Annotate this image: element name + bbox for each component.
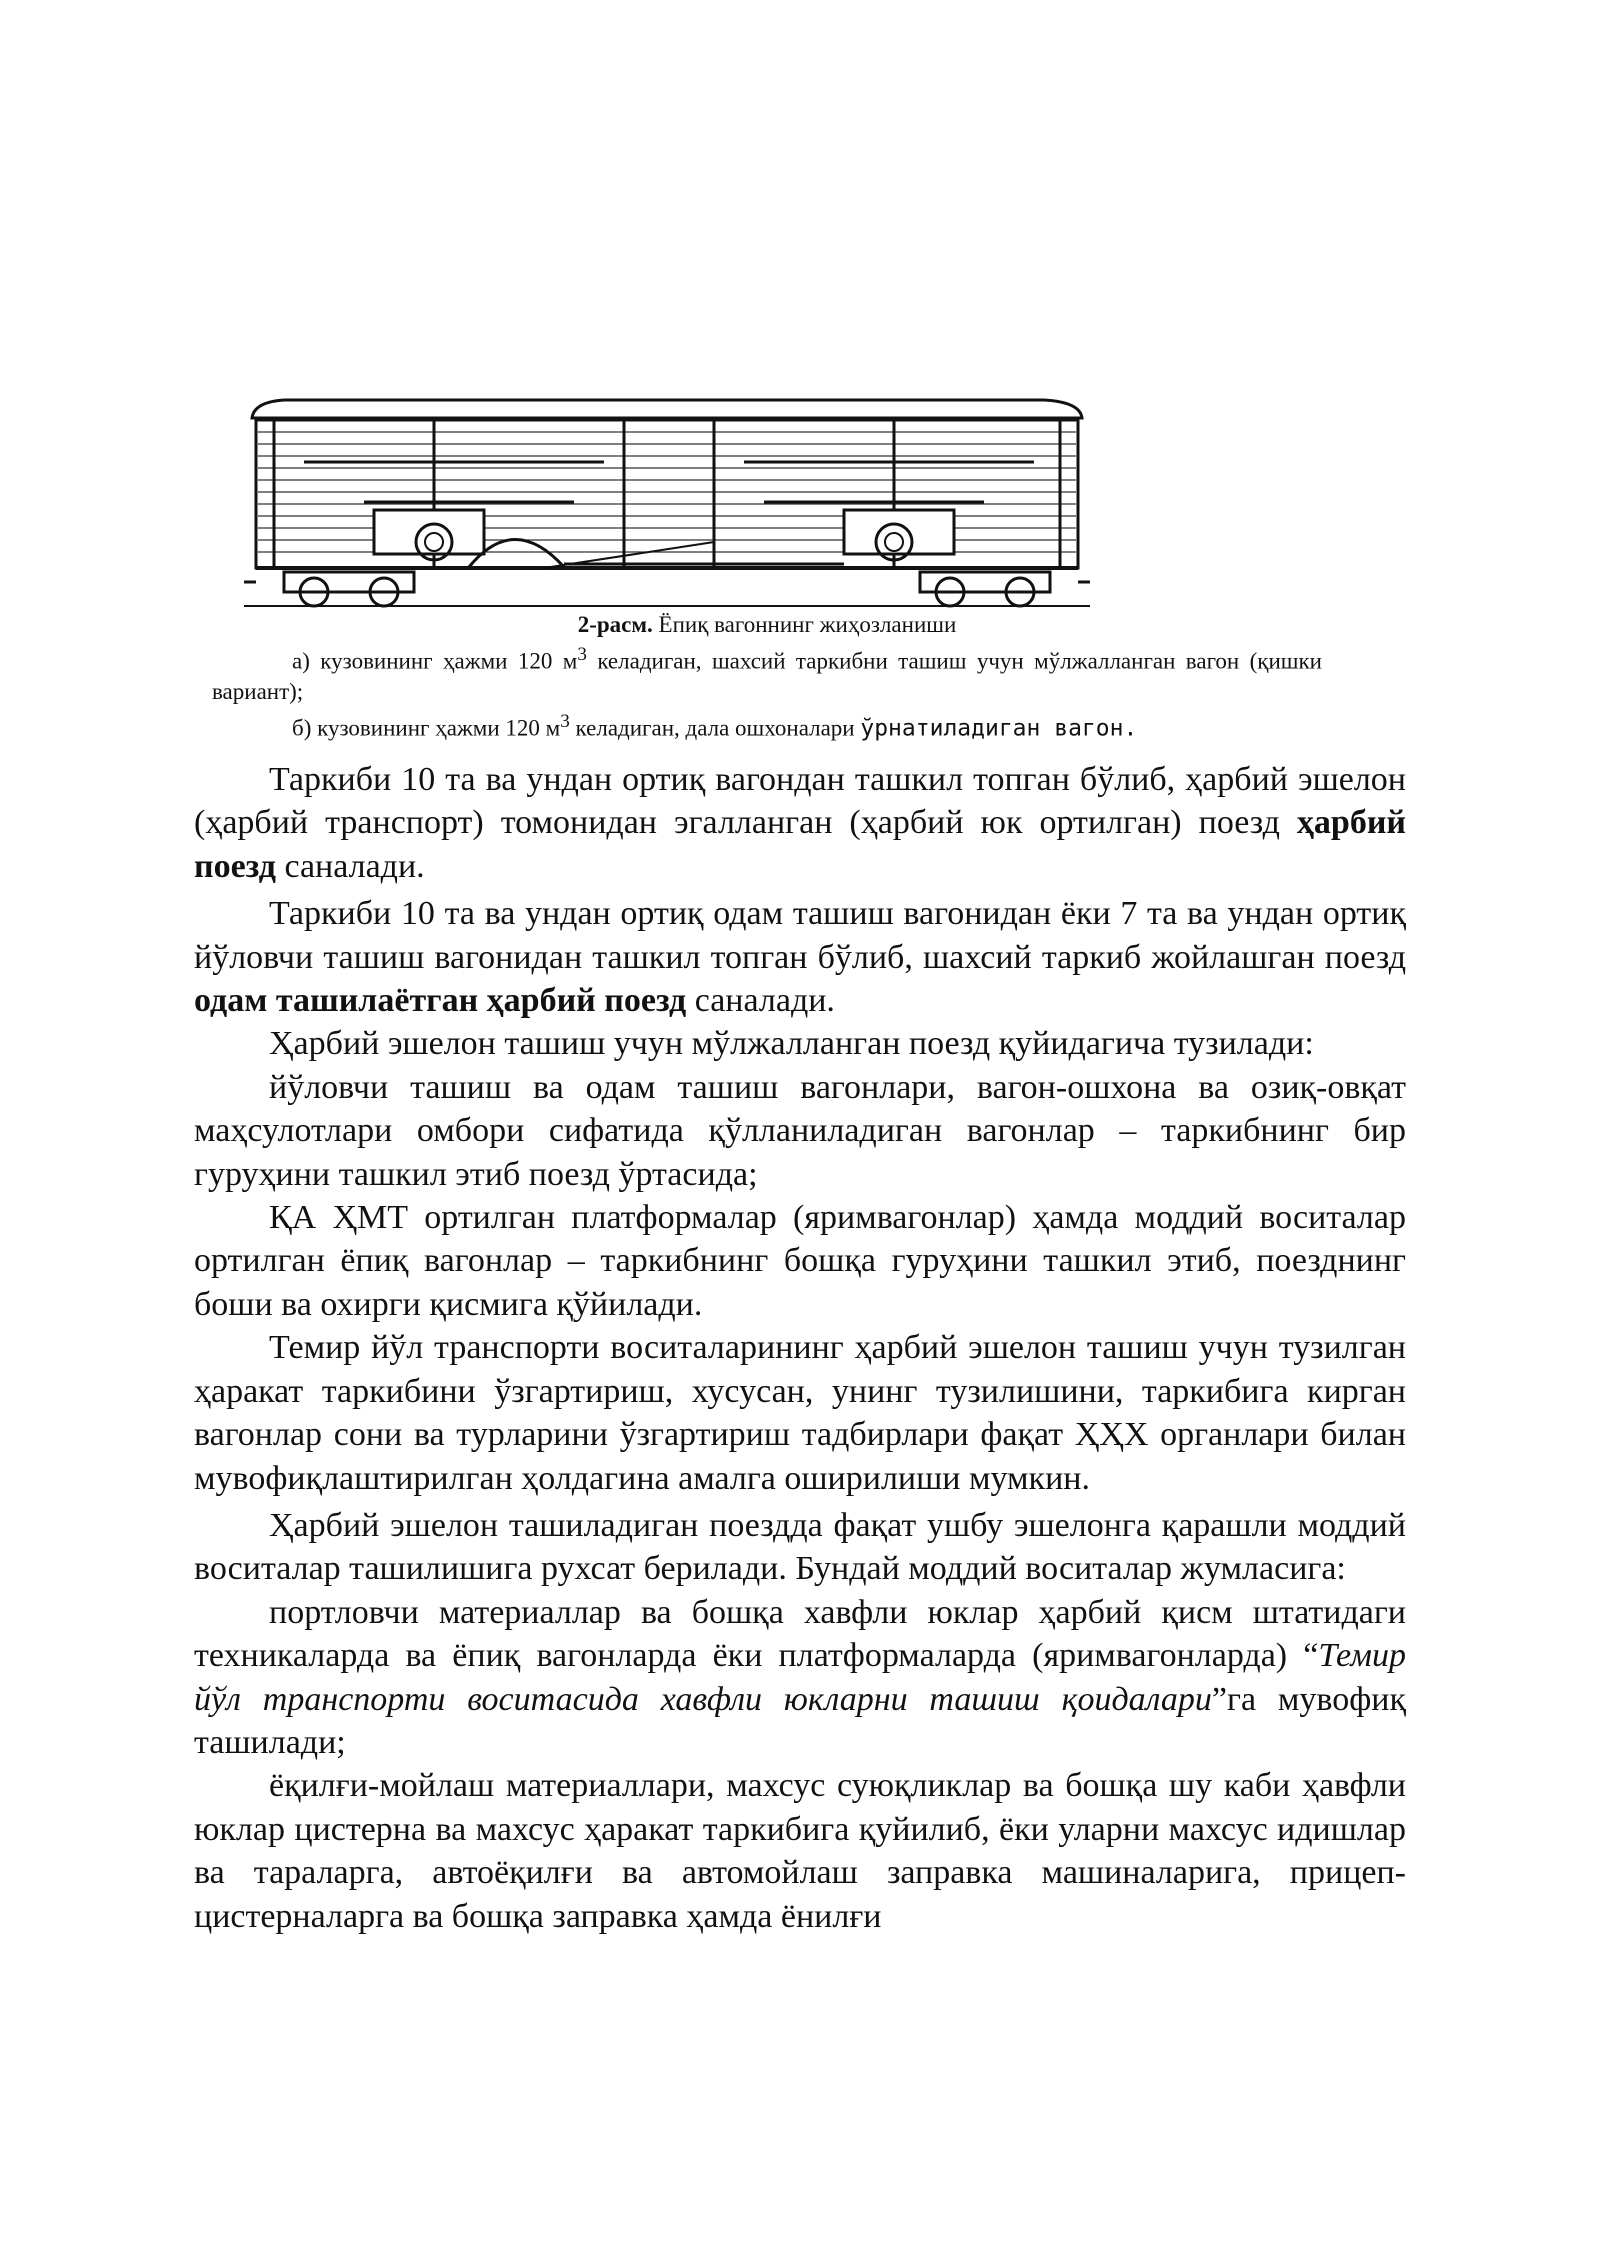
caption-label: 2-расм.	[577, 612, 653, 637]
caption-item-b	[212, 707, 1322, 744]
caption-item-b-text-3: ўрнатиладиган вагон.	[860, 715, 1138, 742]
caption-item-a-text-2: келадиган, шахсий таркибни ташиш учун мўлжалланган вагон (қишки вариант);	[212, 648, 1322, 704]
paragraph-8-italic: Темир йўл транспорти воситасида хавфли юкларни ташиш қоидалари	[194, 1637, 1406, 1718]
paragraph-9: ёқилғи-мойлаш материаллари, махсус суюқликлар ва бошқа шу каби ҳавфли юклар цистерна ва махсус ҳаракат таркибига қуйилиб, ёки уларни махсус идишлар ва тараларга, автоёқилғи ва автомойлаш заправка машиналарига, прицеп-цистерналарга ва бошқа заправка ҳамда ёнилғи	[194, 1767, 1406, 1935]
paragraph-1	[194, 758, 1406, 888]
paragraph-2-text: Таркиби 10 та ва ундан ортиқ одам ташиш вагонидан ёки 7 та ва ундан ортиқ йўловчи ташиш вагонидан ташкил топган бўлиб, шахсий таркиб жойлашган поезд	[194, 895, 1406, 976]
paragraph-1-term: ҳарбий поезд	[194, 804, 1406, 885]
paragraph-3: Ҳарбий эшелон ташиш учун мўлжалланган поезд қуйидагича тузилади:	[269, 1025, 1314, 1063]
railcar-figure	[244, 392, 1090, 610]
caption-item-a-sup: 3	[577, 644, 587, 665]
railcar-drawing	[244, 392, 1090, 610]
paragraph-5: ҚА ҲМТ ортилган платформалар (яримвагонлар) ҳамда моддий воситалар ортилган ёпиқ вагонлар – таркибнинг бошқа гуруҳини ташкил этиб, поезднинг боши ва охирги қисмига қўйилади.	[194, 1199, 1406, 1323]
caption-item-b-sup: 3	[560, 710, 570, 732]
paragraph-2-term: одам ташилаётган ҳарбий поезд	[194, 982, 687, 1020]
paragraph-8-text: портловчи материаллар ва бошқа хавфли юклар ҳарбий қисм штатидаги техникаларда ва ёпиқ вагонларда ёки платформаларда (яримвагонларда) “	[194, 1593, 1406, 1675]
caption-title: Ёпиқ вагоннинг жиҳозланиши	[652, 612, 957, 637]
paragraph-6: Темир йўл транспорти воситаларининг ҳарбий эшелон ташиш учун тузилган ҳаракат таркибини ўзгартириш, хусусан, унинг тузилишини, таркибига кирган вагонлар сони ва турларини ўзгартириш тадбирлари фақат ҲҲХ органлари билан мувофиқлаштирилган ҳолдагина амалга оширилиши мумкин.	[194, 1329, 1406, 1497]
paragraph-2-end: саналади.	[686, 982, 835, 1020]
figure-caption	[212, 610, 1322, 743]
caption-item-b-text-2: келадиган, дала ошхоналари	[569, 715, 861, 741]
paragraph-4: йўловчи ташиш ва одам ташиш вагонлари, вагон-ошхона ва озиқ-овқат маҳсулотлари омбори сифатида қўлланиладиган вагонлар – таркибнинг бир гуруҳини ташкил этиб поезд ўртасида;	[194, 1068, 1406, 1193]
paragraph-8	[194, 1591, 1406, 1765]
caption-item-b-text: б) кузовининг ҳажми 120 м	[292, 715, 561, 741]
caption-title-line	[212, 610, 1322, 640]
paragraph-1-end: саналади.	[275, 847, 425, 885]
caption-item-a-text: а) кузовининг ҳажми 120 м	[292, 648, 578, 674]
caption-item-a	[212, 640, 1322, 707]
paragraph-2	[194, 892, 1406, 1022]
paragraph-1-text: Таркиби 10 та ва ундан ортиқ вагондан ташкил топган бўлиб, ҳарбий эшелон (ҳарбий транспорт) томонидан эгалланган (ҳарбий юк ортилган) поезд	[194, 761, 1406, 842]
paragraph-7: Ҳарбий эшелон ташиладиган поездда фақат ушбу эшелонга қарашли моддий воситалар ташилишига рухсат берилади. Бундай моддий воситалар жумласига:	[194, 1506, 1406, 1588]
body-text	[194, 758, 1406, 1938]
paragraph-8-end: ”га мувофиқ ташилади;	[194, 1680, 1406, 1761]
